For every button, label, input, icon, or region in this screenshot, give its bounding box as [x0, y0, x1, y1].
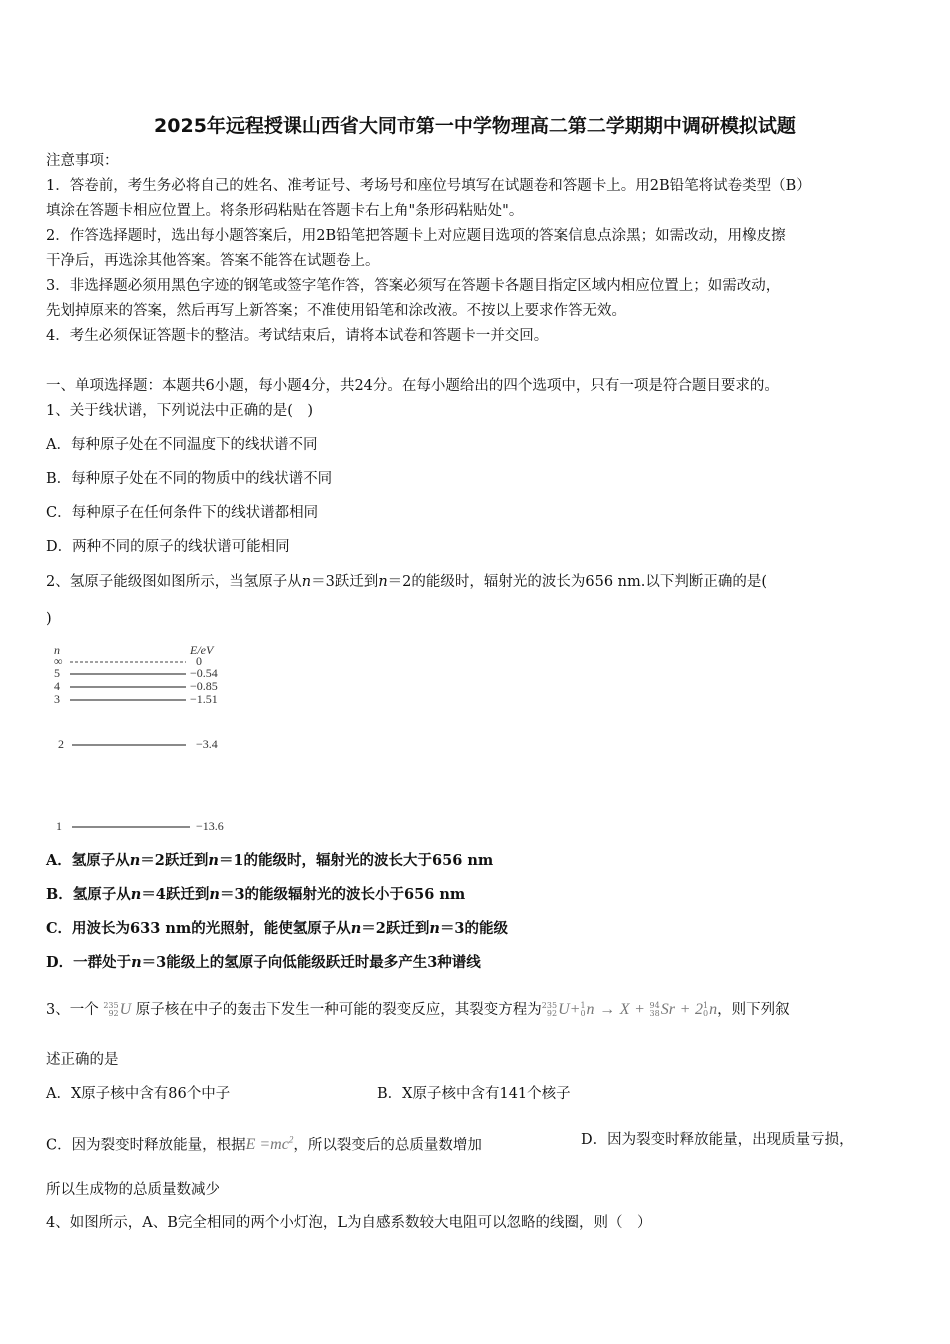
notice-line: 填涂在答题卡相应位置上。将条形码粘贴在答题卡右上角"条形码粘贴处"。: [46, 203, 524, 219]
q3-option-d: D．因为裂变时释放能量，出现质量亏损，: [581, 1132, 854, 1148]
section-heading: 一、单项选择题：本题共6小题，每小题4分，共24分。在每小题给出的四个选项中，只有一项是符合题目要求的。: [46, 378, 779, 394]
q3-stem-cont: 述正确的是: [46, 1052, 119, 1068]
q2-stem: 2、氢原子能级图如图所示，当氢原子从n＝3跃迁到n＝2的能级时，辐射光的波长为656 nm.以下判断正确的是(: [46, 574, 768, 590]
q2-option-d: D．一群处于n＝3能级上的氢原子向低能级跃迁时最多产生3种谱线: [46, 954, 481, 971]
notice-heading: 注意事项：: [46, 153, 119, 169]
level-energy-label: −13.6: [196, 819, 224, 833]
level-n-label: ∞: [54, 654, 63, 668]
level-energy-label: 0: [196, 654, 202, 668]
notice-line: 先划掉原来的答案，然后再写上新答案；不准使用铅笔和涂改液。不按以上要求作答无效。: [46, 303, 626, 319]
notice-line: 3．非选择题必须用黑色字迹的钢笔或签字笔作答，答案必须写在答题卡各题目指定区域内相应位置上；如需改动，: [46, 278, 781, 294]
energy-axis-label: E/eV: [190, 643, 214, 657]
uranium-nuclide: 235 92 U: [103, 1001, 132, 1018]
q3-option-c: C．因为裂变时释放能量，根据$E =mc^2$，所以裂变后的总质量数增加: [46, 1135, 482, 1154]
level-n-label: 5: [54, 666, 60, 680]
q3-stem: 3、一个 235 92 U 原子核在中子的轰击下发生一种可能的裂变反应，其裂变方程为 235 92 U+ 1 0 n → X + 94 38 Sr + 2 1 0 n，则下列叙: [46, 1001, 790, 1018]
notice-line: 4．考生必须保证答题卡的整洁。考试结束后，请将本试卷和答题卡一并交回。: [46, 328, 549, 344]
fission-equation: 235 92 U+ 1 0 n → X + 94 38 Sr + 2 1 0 n: [541, 1001, 718, 1018]
q3-option-a: A．X原子核中含有86个中子: [46, 1086, 231, 1102]
q3-option-d-cont: 所以生成物的总质量数减少: [46, 1182, 220, 1198]
level-energy-label: −0.85: [190, 679, 218, 693]
q2-stem-end: ): [46, 611, 52, 627]
notice-line: 1．答卷前，考生务必将自己的姓名、准考证号、考场号和座位号填写在试题卷和答题卡上。用2B铅笔将试卷类型（B）: [46, 178, 811, 194]
level-energy-label: −0.54: [190, 666, 218, 680]
q2-option-b: B．氢原子从n＝4跃迁到n＝3的能级辐射光的波长小于656 nm: [46, 886, 466, 903]
mass-energy-formula: $E =mc^2$: [245, 1135, 294, 1154]
level-n-label: 1: [56, 819, 62, 833]
level-n-label: 3: [54, 692, 60, 706]
notice-line: 2．作答选择题时，选出每小题答案后，用2B铅笔把答题卡上对应题目选项的答案信息点涂黑；如需改动，用橡皮擦: [46, 228, 786, 244]
n-axis-label: n: [54, 643, 60, 657]
q1-option-d: D．两种不同的原子的线状谱可能相同: [46, 539, 290, 555]
energy-level-diagram: [46, 640, 246, 840]
q3-option-b: B．X原子核中含有141个核子: [377, 1086, 571, 1102]
page-title: 2025年远程授课山西省大同市第一中学物理高二第二学期期中调研模拟试题: [154, 115, 796, 137]
level-energy-label: −1.51: [190, 692, 218, 706]
level-energy-label: −3.4: [196, 737, 218, 751]
q2-option-a: A．氢原子从n＝2跃迁到n＝1的能级时，辐射光的波长大于656 nm: [46, 852, 494, 869]
q4-stem: 4、如图所示，A、B完全相同的两个小灯泡，L为自感系数较大电阻可以忽略的线圈，则（ ）: [46, 1215, 652, 1231]
level-n-label: 4: [54, 679, 60, 693]
q1-option-b: B．每种原子处在不同的物质中的线状谱不同: [46, 471, 333, 487]
q1-stem: 1、关于线状谱，下列说法中正确的是( ): [46, 403, 314, 419]
q2-option-c: C．用波长为633 nm的光照射，能使氢原子从n＝2跃迁到n＝3的能级: [46, 920, 509, 937]
q1-option-c: C．每种原子在任何条件下的线状谱都相同: [46, 505, 319, 521]
level-n-label: 2: [58, 737, 64, 751]
notice-line: 干净后，再选涂其他答案。答案不能答在试题卷上。: [46, 253, 380, 269]
q1-option-a: A．每种原子处在不同温度下的线状谱不同: [46, 437, 318, 453]
